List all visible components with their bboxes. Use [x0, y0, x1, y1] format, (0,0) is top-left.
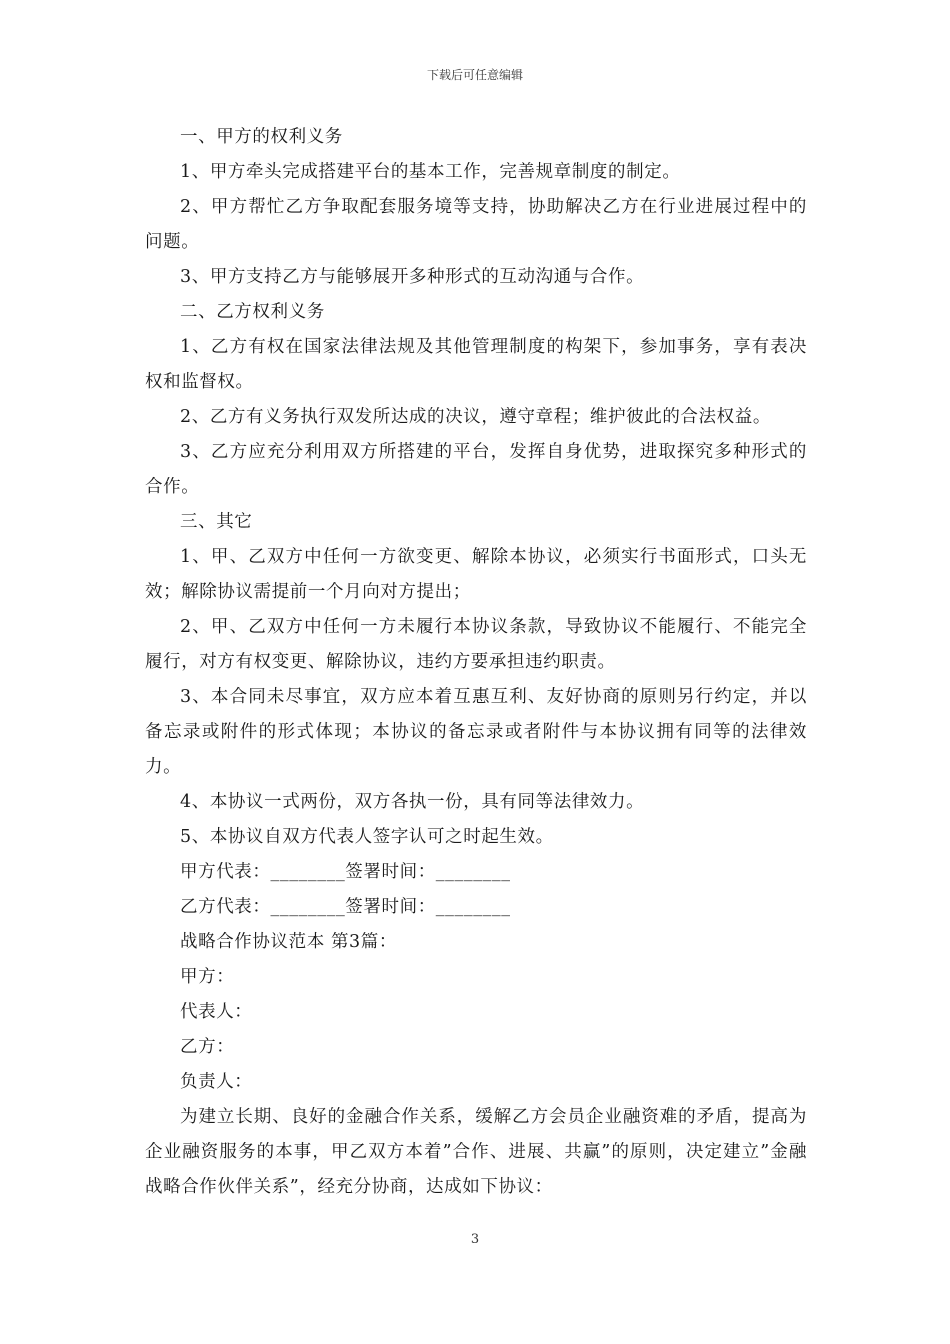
clause-paragraph: 3、乙方应充分利用双方所搭建的平台，发挥自身优势，进取探究多种形式的合作。: [145, 442, 807, 497]
preamble-paragraph: 为建立长期、良好的金融合作关系，缓解乙方会员企业融资难的矛盾，提高为企业融资服务的本事，甲乙双方本着”合作、进展、共赢”的原则，决定建立”金融战略合作伙伴关系”，经充分协商，达成如下协议：: [145, 1107, 807, 1197]
section-heading-party-b: 二、乙方权利义务: [180, 302, 325, 322]
document-subtitle: 战略合作协议范本 第3篇：: [180, 932, 397, 952]
page-number: 3: [470, 1232, 480, 1247]
party-a-field: 甲方：: [180, 967, 235, 987]
clause-paragraph: 2、乙方有义务执行双发所达成的决议，遵守章程；维护彼此的合法权益。: [180, 407, 771, 427]
signature-line-party-a: 甲方代表：________签署时间：________: [180, 862, 511, 882]
header-note: 下载后可任意编辑: [426, 68, 523, 82]
party-b-field: 乙方：: [180, 1037, 235, 1057]
clause-paragraph: 4、本协议一式两份，双方各执一份，具有同等法律效力。: [180, 792, 645, 812]
representative-field: 代表人：: [180, 1002, 253, 1022]
clause-paragraph: 1、甲、乙双方中任何一方欲变更、解除本协议，必须实行书面形式，口头无效；解除协议需提前一个月向对方提出；: [145, 547, 807, 602]
section-heading-party-a: 一、甲方的权利义务: [180, 127, 343, 147]
clause-paragraph: 1、甲方牵头完成搭建平台的基本工作，完善规章制度的制定。: [180, 162, 681, 182]
clause-paragraph: 3、本合同未尽事宜，双方应本着互惠互利、友好协商的原则另行约定，并以备忘录或附件的形式体现；本协议的备忘录或者附件与本协议拥有同等的法律效力。: [145, 687, 807, 777]
clause-paragraph: 2、甲方帮忙乙方争取配套服务境等支持，协助解决乙方在行业进展过程中的问题。: [145, 197, 807, 252]
responsible-person-field: 负责人：: [180, 1072, 253, 1092]
clause-paragraph: 2、甲、乙双方中任何一方未履行本协议条款，导致协议不能履行、不能完全履行，对方有权变更、解除协议，违约方要承担违约职责。: [145, 617, 807, 672]
section-heading-other: 三、其它: [180, 512, 253, 532]
signature-line-party-b: 乙方代表：________签署时间：________: [180, 897, 511, 917]
clause-paragraph: 3、甲方支持乙方与能够展开多种形式的互动沟通与合作。: [180, 267, 645, 287]
clause-paragraph: 1、乙方有权在国家法律法规及其他管理制度的构架下，参加事务，享有表决权和监督权。: [145, 337, 807, 392]
clause-paragraph: 5、本协议自双方代表人签字认可之时起生效。: [180, 827, 554, 847]
document-body: [145, 120, 807, 1205]
